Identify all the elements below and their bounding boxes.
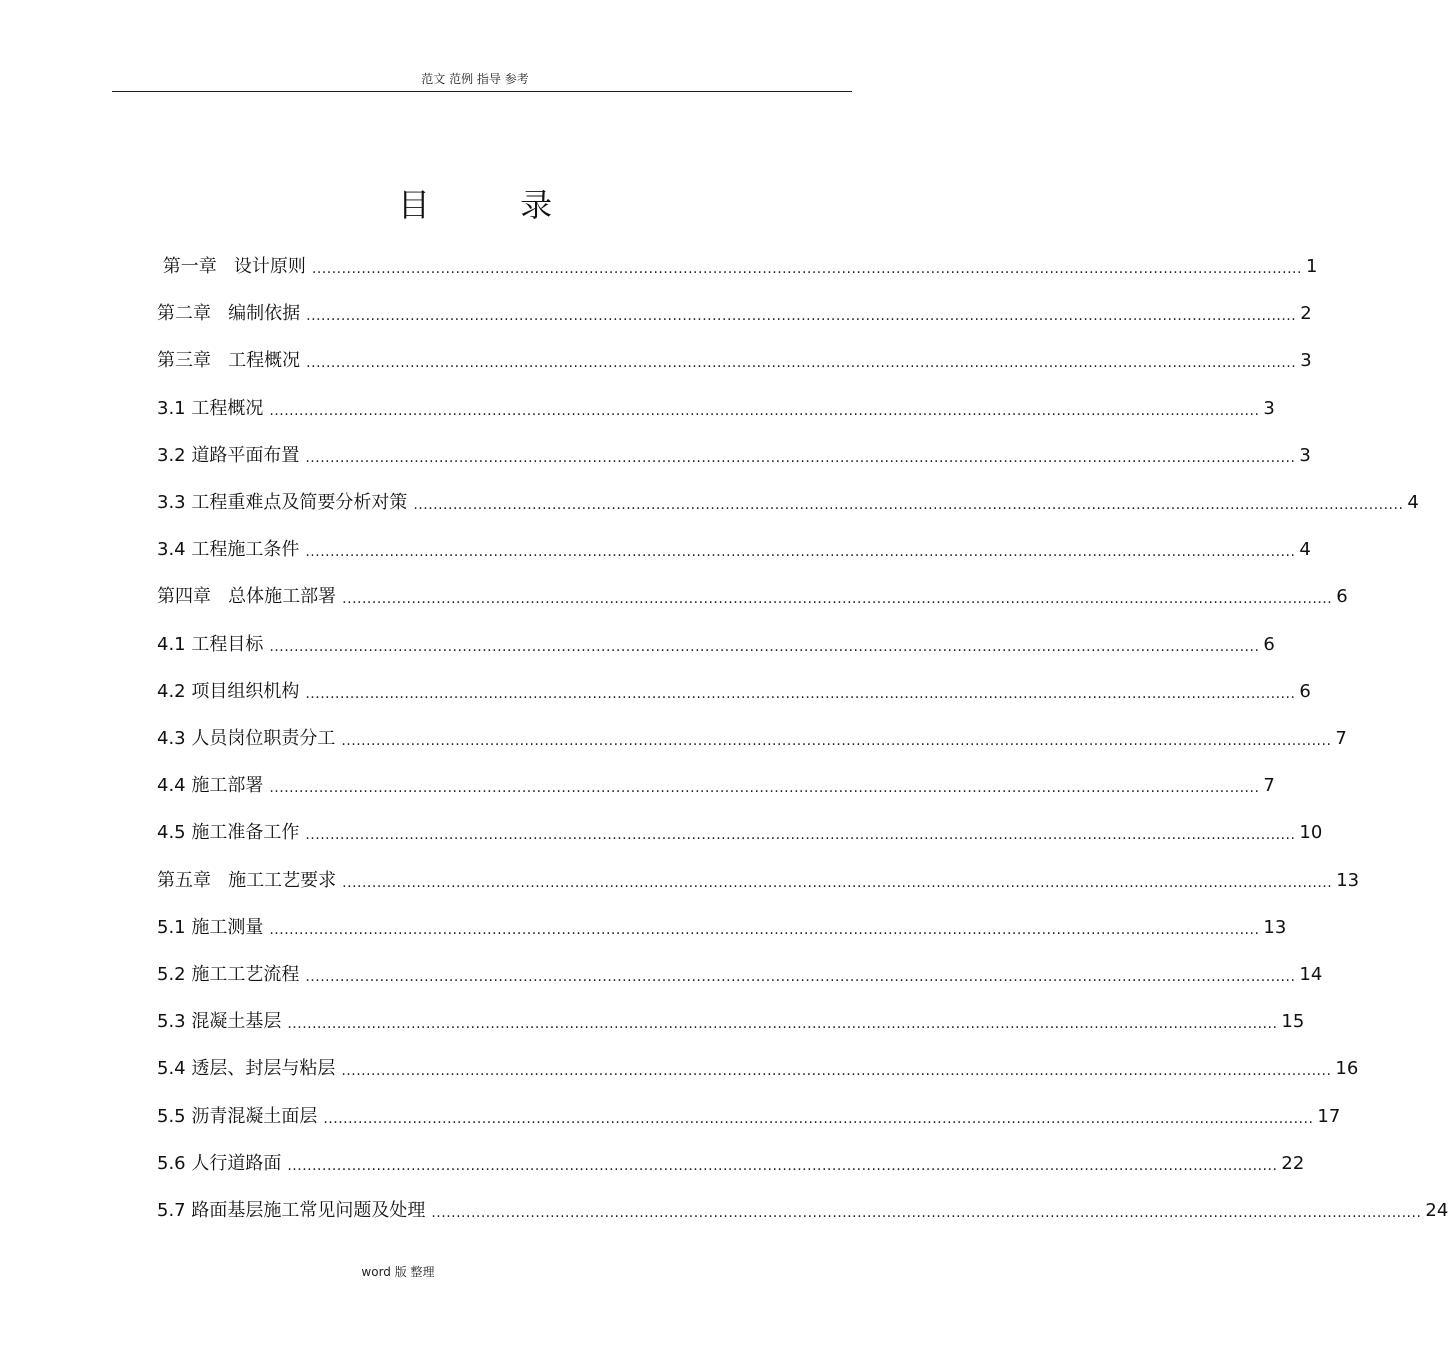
toc-entry-label: 3.1 工程概况 <box>157 397 264 419</box>
toc-entry-page: 7 <box>1335 728 1347 749</box>
toc-entry[interactable] <box>157 394 1275 420</box>
toc-entry-page: 13 <box>1336 869 1360 891</box>
toc-entry-label: 5.1 施工测量 <box>157 916 264 938</box>
toc-entry[interactable] <box>157 771 1275 797</box>
toc-entry[interactable] <box>157 582 1348 608</box>
toc-entry[interactable] <box>157 1007 1305 1033</box>
toc-leader-dots: ........................................................................................................................................................................................................ <box>305 685 1296 702</box>
toc-leader-dots: ........................................................................................................................................................................................................ <box>305 827 1296 844</box>
toc-entry-label: 5.6 人行道路面 <box>157 1152 282 1174</box>
toc-entry-page: 16 <box>1335 1058 1359 1080</box>
toc-entry-page: 4 <box>1299 539 1311 561</box>
toc-leader-dots: ........................................................................................................................................................................................................ <box>305 969 1296 985</box>
toc-entry-page: 24 <box>1425 1200 1448 1221</box>
toc-entry-label: 5.3 混凝土基层 <box>157 1011 282 1033</box>
toc-leader-dots: ........................................................................................................................................................................................................ <box>269 780 1260 797</box>
toc-entry[interactable] <box>157 630 1275 656</box>
toc-entry-label: 4.5 施工准备工作 <box>157 822 300 844</box>
toc-leader-dots: ........................................................................................................................................................................................................ <box>341 1063 1332 1080</box>
toc-leader-dots: ........................................................................................................................................................................................................ <box>323 1110 1314 1127</box>
toc-entry-page: 2 <box>1300 303 1312 325</box>
toc-leader-dots: ........................................................................................................................................................................................................ <box>341 733 1332 749</box>
toc-entry-page: 17 <box>1317 1105 1341 1127</box>
toc-entry-page: 10 <box>1299 822 1323 844</box>
toc-entry[interactable] <box>157 1149 1305 1175</box>
toc-entry[interactable] <box>157 1102 1341 1128</box>
toc-entry[interactable] <box>157 535 1311 561</box>
toc-entry[interactable] <box>157 818 1323 844</box>
toc-entry-label: 第二章 编制依据 <box>157 303 301 325</box>
header-text: 范文 范例 指导 参考 <box>421 72 529 86</box>
toc-entry[interactable] <box>157 488 1419 514</box>
toc-entry-label: 3.2 道路平面布置 <box>157 444 300 466</box>
toc-entry-label: 4.1 工程目标 <box>157 633 264 655</box>
toc-entry-page: 13 <box>1263 916 1287 938</box>
toc-entry[interactable] <box>157 1054 1359 1080</box>
toc-leader-dots: ........................................................................................................................................................................................................ <box>342 591 1333 608</box>
toc-leader-dots: ........................................................................................................................................................................................................ <box>287 1157 1278 1174</box>
toc-entry-label: 5.2 施工工艺流程 <box>157 964 300 985</box>
toc-leader-dots: ........................................................................................................................................................................................................ <box>306 308 1297 325</box>
toc-entry-page: 3 <box>1300 350 1312 372</box>
toc-leader-dots: ........................................................................................................................................................................................................ <box>305 544 1296 561</box>
toc-entry-label: 3.4 工程施工条件 <box>157 539 300 561</box>
toc-entry[interactable] <box>157 346 1312 372</box>
toc-entry[interactable] <box>157 1196 1448 1222</box>
toc-entry-page: 3 <box>1299 444 1311 466</box>
toc-entry-page: 1 <box>1305 256 1318 277</box>
toc-leader-dots: ........................................................................................................................................................................................................ <box>269 402 1260 419</box>
toc-entry-page: 3 <box>1263 397 1275 419</box>
toc-leader-dots: ........................................................................................................................................................................................................ <box>269 638 1260 655</box>
toc-entry-label: 4.3 人员岗位职责分工 <box>157 728 336 749</box>
toc-entry-page: 15 <box>1281 1011 1305 1033</box>
toc-entry-page: 7 <box>1263 775 1275 797</box>
toc-leader-dots: ........................................................................................................................................................................................................ <box>305 449 1296 466</box>
toc-entry[interactable] <box>157 866 1360 892</box>
toc-entry[interactable] <box>157 441 1311 467</box>
toc-entry[interactable] <box>157 252 1318 278</box>
toc-entry-page: 6 <box>1263 633 1275 655</box>
toc-entry[interactable] <box>157 960 1323 986</box>
toc-entry-label: 4.4 施工部署 <box>157 775 264 797</box>
toc-leader-dots: ........................................................................................................................................................................................................ <box>269 921 1260 938</box>
toc-entry[interactable] <box>157 299 1312 325</box>
toc-leader-dots: ........................................................................................................................................................................................................ <box>311 261 1302 277</box>
page-title: 目 录 <box>397 186 593 224</box>
toc-entry[interactable] <box>157 677 1311 703</box>
toc-entry-page: 4 <box>1407 492 1419 513</box>
toc-entry-label: 第五章 施工工艺要求 <box>157 869 337 891</box>
toc-entry[interactable] <box>157 913 1287 939</box>
toc-entry[interactable] <box>157 724 1347 750</box>
toc-entry-label: 第四章 总体施工部署 <box>157 586 337 608</box>
toc-entry-label: 第一章 设计原则 <box>157 256 306 277</box>
toc-leader-dots: ........................................................................................................................................................................................................ <box>342 874 1333 891</box>
toc-entry-page: 14 <box>1299 964 1323 985</box>
toc-entry-page: 6 <box>1336 586 1348 608</box>
toc-entry-label: 5.4 透层、封层与粘层 <box>157 1058 336 1080</box>
toc-entry-label: 3.3 工程重难点及简要分析对策 <box>157 492 408 513</box>
toc-leader-dots: ........................................................................................................................................................................................................ <box>306 355 1297 372</box>
toc-entry-label: 4.2 项目组织机构 <box>157 680 300 702</box>
page-footer: word 版 整理 <box>361 1265 435 1279</box>
toc-entry-page: 22 <box>1281 1152 1305 1174</box>
toc-leader-dots: ........................................................................................................................................................................................................ <box>431 1205 1422 1221</box>
toc-entry-label: 第三章 工程概况 <box>157 350 301 372</box>
toc-entry-page: 6 <box>1299 680 1311 702</box>
toc-entry-label: 5.5 沥青混凝土面层 <box>157 1105 318 1127</box>
toc-leader-dots: ........................................................................................................................................................................................................ <box>287 1016 1278 1033</box>
toc-leader-dots: ........................................................................................................................................................................................................ <box>413 497 1404 513</box>
toc-entry-label: 5.7 路面基层施工常见问题及处理 <box>157 1200 426 1221</box>
